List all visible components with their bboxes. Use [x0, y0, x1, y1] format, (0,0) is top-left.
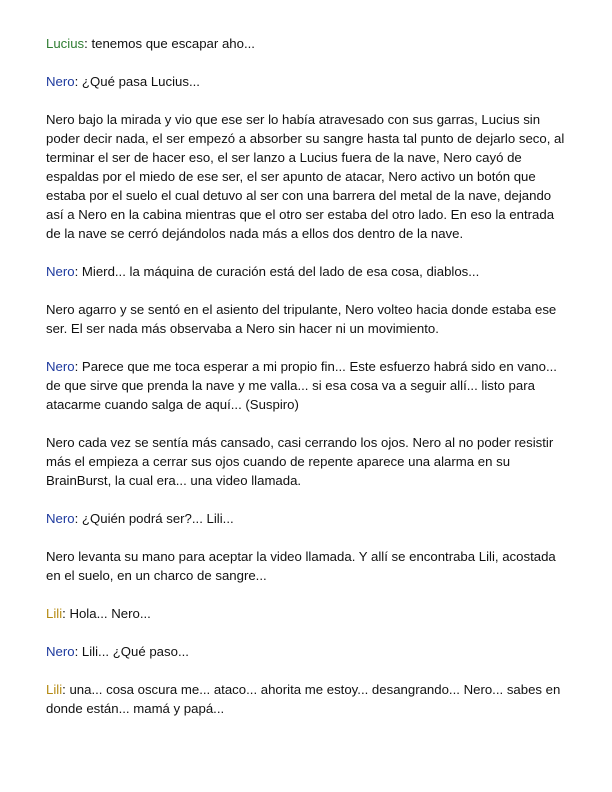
dialogue-text: : ¿Quién podrá ser?... Lili...: [74, 511, 234, 526]
dialogue-text: : ¿Qué pasa Lucius...: [74, 74, 200, 89]
speaker-name: Lili: [46, 682, 63, 697]
dialogue-text: : Parece que me toca esperar a mi propio fin... Este esfuerzo habrá sido en vano... de que sirve que prenda la nave y me valla... si esa cosa va a seguir allí... listo para atacarme cuando salga de aquí... (Suspiro): [46, 359, 557, 412]
dialogue-line: [46, 509, 572, 528]
speaker-name: Lucius: [46, 36, 85, 51]
dialogue-text: : tenemos que escapar aho...: [84, 36, 255, 51]
speaker-name: Nero: [46, 359, 75, 374]
speaker-name: Lili: [46, 606, 63, 621]
dialogue-line: [46, 642, 572, 661]
dialogue-line: [46, 680, 572, 718]
speaker-name: Nero: [46, 74, 75, 89]
dialogue-line: [46, 72, 572, 91]
speaker-name: Nero: [46, 511, 75, 526]
dialogue-line: [46, 34, 572, 53]
narration-paragraph: [46, 110, 572, 243]
dialogue-text: : Lili... ¿Qué paso...: [74, 644, 189, 659]
narration-text: Nero levanta su mano para aceptar la video llamada. Y allí se encontraba Lili, acostada en el suelo, en un charco de sangre...: [46, 549, 556, 583]
narration-text: Nero cada vez se sentía más cansado, casi cerrando los ojos. Nero al no poder resistir más el empieza a cerrar sus ojos cuando de repente aparece una alarma en su BrainBurst, la cual era... una video llamada.: [46, 435, 554, 488]
dialogue-text: : una... cosa oscura me... ataco... ahorita me estoy... desangrando... Nero... sabes en donde están... mamá y papá...: [46, 682, 561, 716]
narration-text: Nero agarro y se sentó en el asiento del tripulante, Nero volteo hacia donde estaba ese ser. El ser nada más observaba a Nero sin hacer ni un movimiento.: [46, 302, 557, 336]
narration-paragraph: [46, 300, 572, 338]
dialogue-line: [46, 604, 572, 623]
speaker-name: Nero: [46, 644, 75, 659]
narration-text: Nero bajo la mirada y vio que ese ser lo había atravesado con sus garras, Lucius sin poder decir nada, el ser empezó a absorber su sangre hasta tal punto de dejarlo seco, al terminar el ser de hacer eso, el ser lanzo a Lucius fuera de la nave, Nero cayó de espaldas por el miedo de ese ser, el ser apunto de atacar, Nero activo un botón que estaba por el suelo el cual detuvo al ser con una barrera del metal de la nave, dejando así a Nero en la cabina mientras que el otro ser estaba del otro lado. En eso la entrada de la nave se cerró dejándolos nada más a ellos dos dentro de la nave.: [46, 112, 565, 241]
dialogue-line: [46, 262, 572, 281]
narration-paragraph: [46, 433, 572, 490]
dialogue-line: [46, 357, 572, 414]
speaker-name: Nero: [46, 264, 75, 279]
dialogue-text: : Hola... Nero...: [62, 606, 151, 621]
narration-paragraph: [46, 547, 572, 585]
document-page: [46, 34, 572, 737]
dialogue-text: : Mierd... la máquina de curación está del lado de esa cosa, diablos...: [74, 264, 480, 279]
